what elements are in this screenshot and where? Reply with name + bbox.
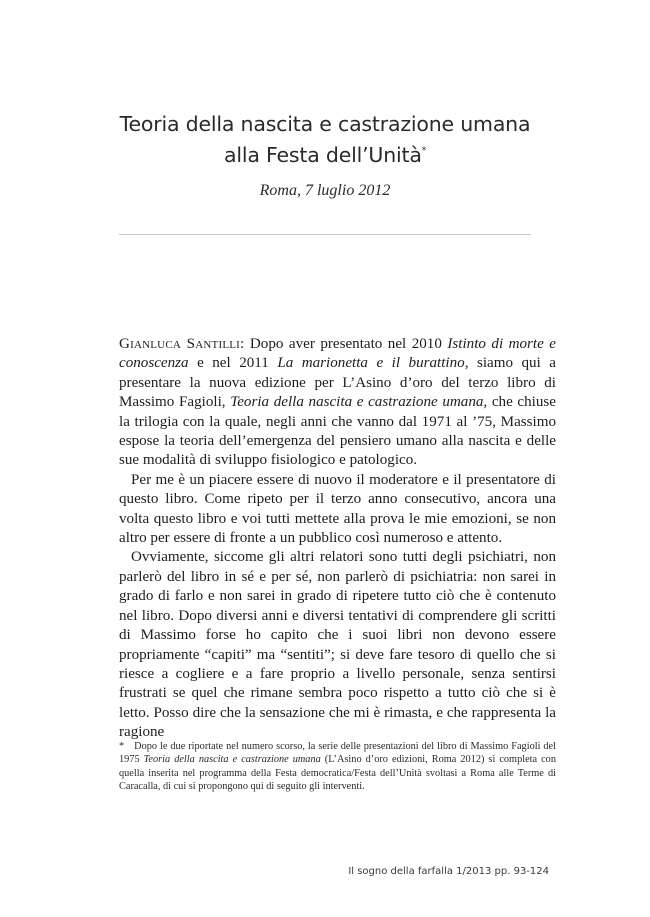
paragraph-1-text-c: siamo qui a presentare la nuova edizione per L’Asino d’oro del terzo libro di Massimo Fagioli, xyxy=(119,355,556,411)
speaker-name: Gianluca Santilli: xyxy=(119,336,245,352)
dateline: Roma, 7 luglio 2012 xyxy=(259,182,391,199)
footnote xyxy=(119,740,556,794)
footnote-text-a: Dopo le due riportate nel numero scorso, la serie delle presentazioni del libro di Massimo Fagioli del 1975 xyxy=(119,741,556,766)
article-body xyxy=(119,335,556,743)
book-title-istinto: Istinto di morte e conoscenza xyxy=(119,336,556,372)
footnote-text-b: (L’Asino d’oro edizioni, Roma 2012) si completa con quella inserita nel programma della Festa democratica/Festa dell’Unità svoltasi a Roma alle Terme di Caracalla, di cui si propongono qui di seguito gli interventi. xyxy=(119,754,556,793)
paragraph-2: Per me è un piacere essere di nuovo il moderatore e il presentatore di questo libro. Come ripeto per il terzo anno consecutivo, ancora una volta questo libro e voi tutti mettete alla prova le mie emozioni, se non altro per essere di fronte a un pubblico così numeroso e attento. xyxy=(119,471,556,547)
title-line-2 xyxy=(0,138,650,169)
book-title-teoria: Teoria della nascita e castrazione umana, xyxy=(230,394,488,411)
paragraph-3: Ovviamente, siccome gli altri relatori sono tutti degli psichiatri, non parlerò del libro in sé e per sé, non parlerò di psichiatria: non sarei in grado di farlo e non sarei in grado di ripetere tutto ciò che è contenuto nel libro. Dopo diversi anni e diversi tentativi di comprendere gli scritti di Massimo forse ho capito che i suoi libri non devono essere propriamente “capiti” ma “sentiti”; si deve fare tesoro di quello che si riesce a cogliere e a fare proprio a livello personale, senza sentirsi frustrati se quel che rimane sembra poco rispetto a tutto ciò che si è letto. Posso dire che la sensazione che mi è rimasta, e che rappresenta la ragione xyxy=(119,549,556,741)
paragraph-1-text-d: che chiuse la trilogia con la quale, negli anni che vanno dal 1971 al ’75, Massimo espose la teoria dell’emergenza del pensiero umano alla nascita e delle sue modalità di sviluppo fisiologico e patologico. xyxy=(119,394,556,469)
footnote-mark: * xyxy=(119,741,125,752)
article-title xyxy=(0,111,650,169)
paragraph-1 xyxy=(119,335,556,471)
book-title-marionetta: La marionetta e il burattino, xyxy=(277,355,469,372)
footnote-book-title: Teoria della nascita e castrazione umana xyxy=(143,754,321,766)
section-divider xyxy=(119,234,531,235)
title-line-1: Teoria della nascita e castrazione umana xyxy=(119,112,531,136)
paragraph-1-text-b: e nel 2011 xyxy=(188,355,278,372)
paragraph-1-text-a: Dopo aver presentato nel 2010 xyxy=(244,336,448,352)
title-footnote-mark[interactable]: * xyxy=(421,146,427,156)
running-footer: Il sogno della farfalla 1/2013 pp. 93-124 xyxy=(348,866,549,877)
title-line-2-text: alla Festa dell’Unità xyxy=(223,143,422,167)
